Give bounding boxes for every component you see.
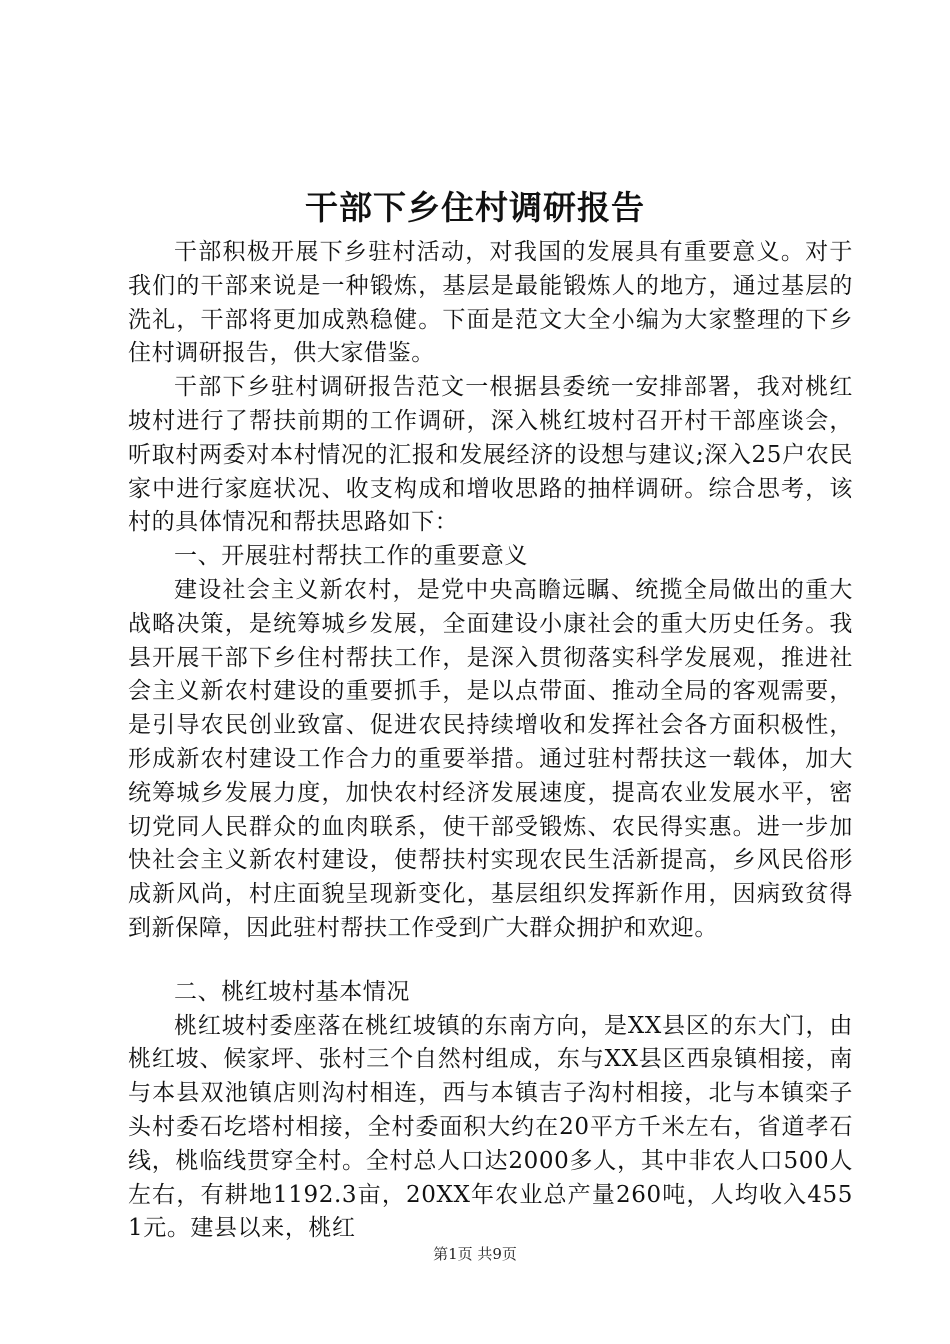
page-footer: 第1页 共9页 — [433, 1245, 517, 1263]
section-heading-2: 二、桃红坡村基本情况 — [174, 978, 410, 1005]
paragraph-section-1: 建设社会主义新农村，是党中央高瞻远瞩、统揽全局做出的重大战略决策，是统筹城乡发展，全面建设小康社会的重大历史任务。我县开展干部下乡住村帮扶工作，是深入贯彻落实科学发展观，推进社会主义新农村建设的重要抓手，是以点带面、推动全局的客观需要，是引导农民创业致富、促进农民持续增收和发挥社会各方面积极性，形成新农村建设工作合力的重要举措。通过驻村帮扶这一载体，加大统筹城乡发展力度，加快农村经济发展速度，提高农业发展水平，密切党同人民群众的血肉联系，使干部受锻炼、农民得实惠。进一步加快社会主义新农村建设，使帮扶村实现农民生活新提高，乡风民俗形成新风尚，村庄面貌呈现新变化，基层组织发挥新作用，因病致贫得到新保障，因此驻村帮扶工作受到广大群众拥护和欢迎。 — [128, 576, 853, 941]
document-title: 干部下乡住村调研报告 — [305, 188, 645, 227]
paragraph-spacer — [128, 946, 853, 976]
paragraph-intro: 干部积极开展下乡驻村活动，对我国的发展具有重要意义。对于我们的干部来说是一种锻炼，基层是最能锻炼人的地方，通过基层的洗礼，干部将更加成熟稳健。下面是范文大全小编为大家整理的下乡住村调研报告，供大家借鉴。 — [128, 239, 853, 367]
paragraph-report-overview: 干部下乡驻村调研报告范文一根据县委统一安排部署，我对桃红坡村进行了帮扶前期的工作调研，深入桃红坡村召开村干部座谈会，听取村两委对本村情况的汇报和发展经济的设想与建议;深入25户农民家中进行家庭状况、收支构成和增收思路的抽样调研。综合思考，该村的具体情况和帮扶思路如下： — [128, 374, 853, 536]
paragraph-section-2: 桃红坡村委座落在桃红坡镇的东南方向，是XX县区的东大门，由桃红坡、候家坪、张村三个自然村组成，东与XX县区西泉镇相接，南与本县双池镇店则沟村相连，西与本镇吉子沟村相接，北与本镇栾子头村委石圪塔村相接，全村委面积大约在20平方千米左右，省道孝石线，桃临线贯穿全村。全村总人口达2000多人，其中非农人口500人左右，有耕地1192.3亩，20XX年农业总产量260吨，人均收入4551元。建县以来，桃红 — [128, 1012, 853, 1242]
section-heading-1: 一、开展驻村帮扶工作的重要意义 — [174, 543, 528, 570]
document-body — [128, 236, 853, 1246]
